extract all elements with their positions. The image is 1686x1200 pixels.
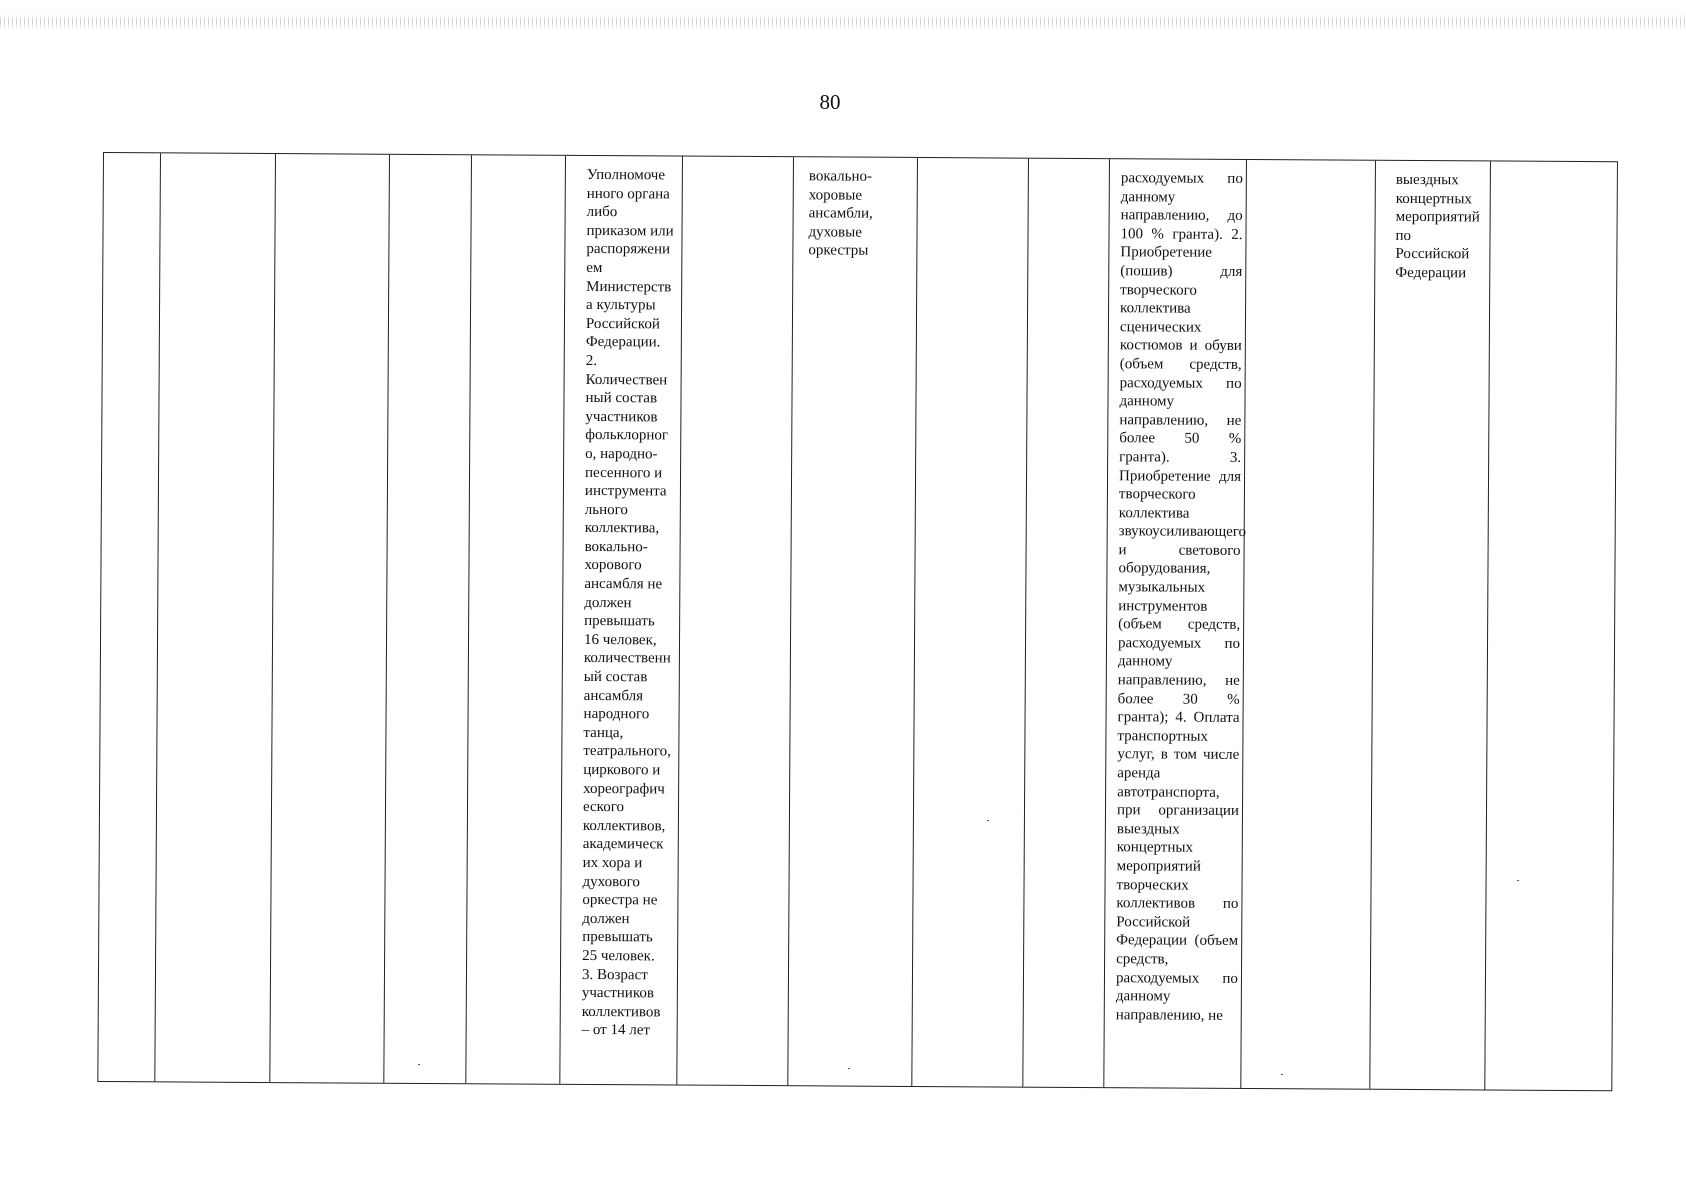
column-divider-13 — [1484, 161, 1491, 1089]
scan-speck — [418, 1064, 420, 1065]
column-divider-10 — [1103, 159, 1110, 1087]
column-divider-2 — [269, 154, 276, 1082]
column-divider-1 — [154, 153, 161, 1081]
column-divider-5 — [559, 156, 566, 1084]
scan-speck — [987, 820, 989, 821]
column-divider-3 — [383, 155, 390, 1083]
scan-speck — [1517, 880, 1519, 881]
column-divider-7 — [787, 157, 794, 1085]
cell-grant-expenses: расходуемых по данному направлению, до 100 % гранта). 2. Приобретение (пошив) для творческого коллектива сценических костюмов и обуви (объем средств, расходуемых по данному направлению, не более 50 % гранта). 3. Приобретение для творческого коллектива звукоусиливающего и светового оборудования, музыкальных инструментов (объем средств, расходуемых по данному направлению, не более 30 % гранта); 4. Оплата транспортных услуг, в том числе аренда автотранспорта, при организации выездных концертных мероприятий творческих коллективов по Российской Федерации (объем средств, расходуемых по данному направлению, не — [1115, 170, 1247, 1024]
document-table — [97, 152, 1618, 1091]
scan-speck — [848, 1068, 850, 1069]
cell-eligibility-criteria: Уполномоче нного органа либо приказом или распоряжени ем Министерств а культуры Российской Федерации. 2. Количествен ный состав участников фольклорног о, народно- песенного и инструмента льного коллектива, вокально- хорового ансамбля не должен превышать 16 человек, количественн ый состав ансамбля народного танца, театрального, циркового и хореографич еского коллективов, академическ их хора и духового оркестра не должен превышать 25 человек. 3. Возраст участников коллективов – от 14 лет — [581, 166, 674, 1039]
column-divider-9 — [1022, 159, 1029, 1087]
cell-event-scope: выездных концертных мероприятий по Российской Федерации — [1395, 171, 1480, 282]
column-divider-4 — [465, 155, 472, 1083]
cell-collective-types: вокально- хоровые ансамбли, духовые оркестры — [808, 168, 873, 260]
column-divider-12 — [1369, 161, 1376, 1089]
scan-speck — [1281, 1074, 1283, 1075]
column-divider-8 — [911, 158, 918, 1086]
scan-noise-edge — [0, 14, 1686, 30]
page-number: 80 — [819, 90, 841, 114]
